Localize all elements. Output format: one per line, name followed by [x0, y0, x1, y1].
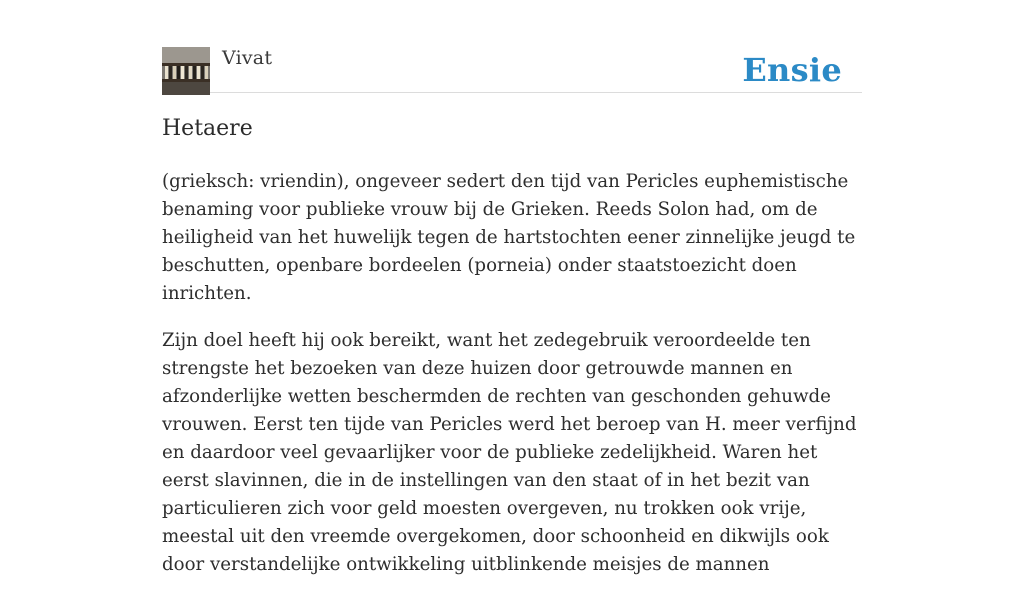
- page-title: Hetaere: [162, 116, 253, 141]
- author-name[interactable]: Vivat: [222, 47, 273, 69]
- avatar-image: [162, 47, 210, 95]
- brand-logo[interactable]: Ensie: [742, 51, 842, 89]
- paragraph: (grieksch: vriendin), ongeveer sedert den tijd van Pericles euphemistische benaming voor publieke vrouw bij de Grieken. Reeds Solon had, om de heiligheid van het huwelijk tegen de hartstochten eener zinnelijke jeugd te beschutten, openbare bordeelen (porneia) onder staatstoezicht doen inrichten.: [162, 171, 856, 304]
- bookshelf-avatar-icon[interactable]: [162, 47, 210, 95]
- header: [162, 46, 862, 93]
- article-body: [162, 168, 862, 598]
- paragraph: Zijn doel heeft hij ook bereikt, want het zedegebruik veroordeelde ten strengste het bezoeken van deze huizen door getrouwde mannen en afzonderlijke wetten beschermden de rechten van geschonden gehuwde vrouwen. Eerst ten tijde van Pericles werd het beroep van H. meer verfijnd en daardoor veel gevaarlijker voor de publieke zedelijkheid. Waren het eerst slavinnen, die in de instellingen van den staat of in het bezit van particulieren zich voor geld moesten overgeven, nu trokken ook vrije, meestal uit den vreemde overgekomen, door schoonheid en dikwijls ook door verstandelijke ontwikkeling uitblinkende meisjes de mannen: [162, 330, 857, 575]
